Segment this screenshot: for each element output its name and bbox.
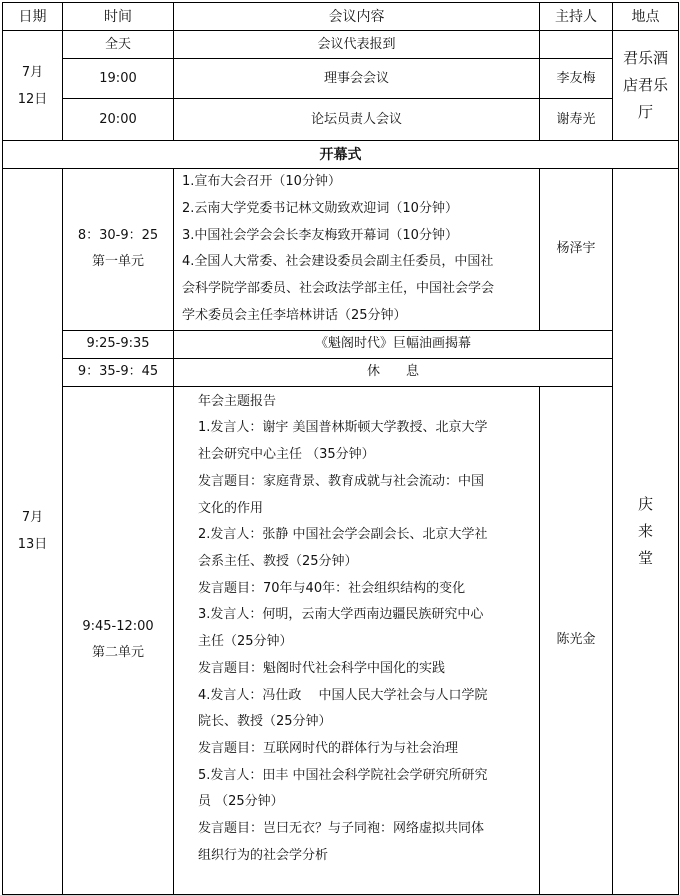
unit1-item: 2.云南大学党委书记林文勋致欢迎词（10分钟） <box>182 200 458 216</box>
unveil-time: 9:25-9:35 <box>63 330 174 358</box>
header-host: 主持人 <box>540 3 613 31</box>
day2-date-day: 13日 <box>17 537 48 553</box>
meeting-schedule-table <box>2 2 679 895</box>
day2-place-line3: 堂 <box>637 548 653 567</box>
unit1-item: 1.宣布大会召开（10分钟） <box>182 174 341 189</box>
unit2-item: 年会主题报告 <box>198 393 277 409</box>
unit2-item: 发言题目：岂曰无衣？与子同袍：网络虚拟共同体 <box>198 821 485 837</box>
unit1-host: 杨泽宇 <box>540 169 613 331</box>
unit2-item: 社会研究中心主任 （35分钟） <box>198 447 375 463</box>
day1-row1-content: 会议代表报到 <box>174 31 540 59</box>
day2-place-cell <box>613 169 679 895</box>
day2-place-line2: 来 <box>637 521 653 540</box>
table-row <box>3 31 679 59</box>
day1-row3-time: 20:00 <box>63 99 174 141</box>
unit2-item: 院长、教授（25分钟） <box>198 714 332 730</box>
day1-row3-host: 谢寿光 <box>540 99 613 141</box>
header-row <box>3 3 679 31</box>
day2-date-month: 7月 <box>21 510 44 526</box>
unit2-item: 发言题目：魁阁时代社会科学中国化的实践 <box>198 660 446 676</box>
day1-row2-host: 李友梅 <box>540 59 613 99</box>
unit1-content-cell <box>174 169 540 331</box>
unit2-item: 员 （25分钟） <box>198 794 284 810</box>
unit2-label: 第二单元 <box>91 645 144 661</box>
unit2-item: 会系主任、教授（25分钟） <box>198 554 358 569</box>
day1-date-cell <box>3 31 63 141</box>
unit2-item: 2.发言人：张静 中国社会学会副会长、北京大学社 <box>198 527 488 543</box>
unit2-item: 发言题目：70年与40年：社会组织结构的变化 <box>198 580 466 596</box>
opening-row <box>3 141 679 169</box>
unit2-item: 发言题目：家庭背景、教育成就与社会流动：中国 <box>198 473 485 489</box>
unit2-item: 5.发言人：田丰 中国社会科学院社会学研究所研究 <box>198 767 488 783</box>
day1-row1-host <box>540 31 613 59</box>
unit2-host: 陈光金 <box>540 386 613 894</box>
unit1-item: 学术委员会主任李培林讲话（25分钟） <box>182 307 407 323</box>
table-row <box>3 169 679 331</box>
unit1-item: 会科学院学部委员、社会政法学部主任，中国社会学会 <box>182 281 495 297</box>
unit1-item: 4.全国人大常委、社会建设委员会副主任委员，中国社 <box>182 254 494 270</box>
table-row <box>3 386 679 894</box>
unit2-item: 组织行为的社会学分析 <box>198 847 329 863</box>
opening-ceremony-title: 开幕式 <box>3 141 679 169</box>
table-row <box>3 330 679 358</box>
unit2-item: 发言题目：互联网时代的群体行为与社会治理 <box>198 740 459 756</box>
day1-place-cell <box>613 31 679 141</box>
break-time: 9：35-9：45 <box>63 358 174 386</box>
day1-date-month: 7月 <box>21 64 44 80</box>
day1-place-line1: 君乐酒 <box>622 49 668 67</box>
day1-place-line2: 店君乐 <box>622 76 668 94</box>
unit1-time: 8：30-9：25 <box>77 228 159 244</box>
unit2-content-cell <box>174 386 540 894</box>
day1-row1-time: 全天 <box>63 31 174 59</box>
unit1-item: 3.中国社会学会会长李友梅致开幕词（10分钟） <box>182 227 458 243</box>
header-place: 地点 <box>613 3 679 31</box>
unit1-label: 第一单元 <box>91 254 144 270</box>
day1-row3-content: 论坛员责人会议 <box>174 99 540 141</box>
break-content: 休 息 <box>174 358 613 386</box>
header-date: 日期 <box>3 3 63 31</box>
day1-row2-time: 19:00 <box>63 59 174 99</box>
table-row <box>3 59 679 99</box>
unit2-item: 文化的作用 <box>198 500 264 516</box>
table-row <box>3 358 679 386</box>
day1-place-line3: 厅 <box>637 103 653 121</box>
header-time: 时间 <box>63 3 174 31</box>
unit2-item: 1.发言人：谢宇 美国普林斯顿大学教授、北京大学 <box>198 420 488 436</box>
day2-place-line1: 庆 <box>637 494 653 513</box>
table-row <box>3 99 679 141</box>
unit2-time-cell <box>63 386 174 894</box>
day1-row2-content: 理事会会议 <box>174 59 540 99</box>
unit1-time-cell <box>63 169 174 331</box>
unit2-item: 4.发言人：冯仕政 中国人民大学社会与人口学院 <box>198 687 488 703</box>
day1-date-day: 12日 <box>17 91 48 107</box>
unit2-item: 主任（25分钟） <box>198 634 293 650</box>
header-content: 会议内容 <box>174 3 540 31</box>
unit2-time: 9:45-12:00 <box>82 619 154 635</box>
unveil-content: 《魁阁时代》巨幅油画揭幕 <box>174 330 613 358</box>
day2-date-cell <box>3 169 63 895</box>
unit2-item: 3.发言人：何明，云南大学西南边疆民族研究中心 <box>198 607 484 623</box>
